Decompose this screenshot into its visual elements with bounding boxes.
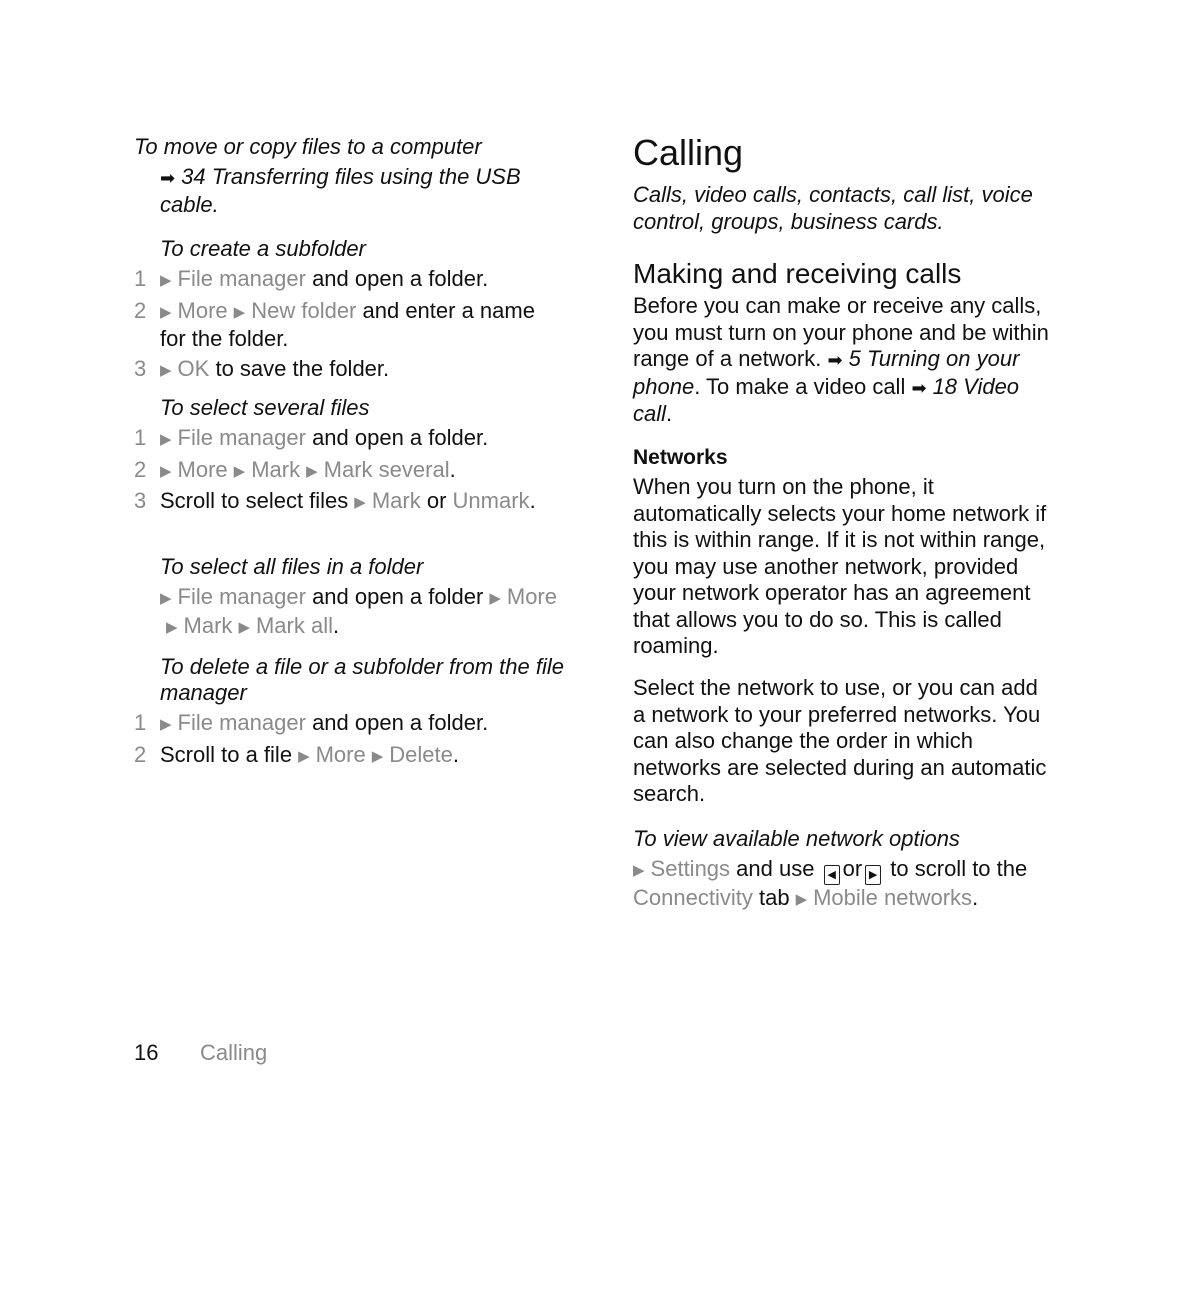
- select-all-heading: To select all files in a folder: [160, 554, 424, 579]
- several-heading: To select several files: [160, 395, 370, 420]
- delete-section: [134, 654, 564, 770]
- chapter-title: Calling: [633, 132, 744, 173]
- play-arrow-icon: ▶: [633, 862, 645, 879]
- play-arrow-icon: ▶: [160, 590, 172, 607]
- move-heading: To move or copy files to a computer: [134, 134, 482, 159]
- several-section: [134, 395, 564, 517]
- play-arrow-icon: ▶: [166, 618, 178, 636]
- subfolder-section: [134, 236, 564, 384]
- play-arrow-icon: ▶: [160, 272, 172, 289]
- list-item: 1 ▶ File manager and open a folder.: [134, 425, 564, 454]
- networks-paragraph: When you turn on the phone, it automatically selects your home network if this is within range. If it is not within range, you may use another network, provided your network operator has an agreement that allows you to do so. This is called roaming.: [633, 474, 1047, 658]
- section-heading: Making and receiving calls: [633, 258, 962, 289]
- list-item: 3 Scroll to select files ▶ Mark or Unmark.: [134, 488, 564, 517]
- select-all-section: [134, 554, 564, 641]
- play-arrow-icon: ▶: [160, 431, 172, 448]
- view-options-body: ▶ Settings and use ◀ or ▶ to scroll to the Connectivity tab ▶ Mobile networks.: [633, 856, 1053, 914]
- subfolder-heading: To create a subfolder: [160, 236, 366, 261]
- footer-section: Calling: [200, 1040, 268, 1065]
- move-reference: ➡ 34 Transferring files using the USB cable.: [160, 164, 521, 217]
- play-arrow-icon: ▶: [795, 891, 808, 908]
- networks-heading: Networks: [633, 446, 728, 469]
- play-arrow-icon: ▶: [306, 462, 318, 480]
- list-item: 2 ▶ More ▶ New folder and enter a name for the folder.: [134, 297, 535, 351]
- play-arrow-icon: ▶: [238, 618, 250, 636]
- page-number: 16: [134, 1040, 159, 1065]
- delete-heading: To delete a file or a subfolder from the file manager: [160, 654, 564, 705]
- play-arrow-icon: ▶: [160, 303, 172, 321]
- view-options-heading: To view available network options: [633, 826, 960, 851]
- play-arrow-icon: ▶: [489, 590, 501, 607]
- list-item: 1 ▶ File manager and open a folder.: [134, 710, 564, 739]
- nav-left-key-icon: ◀: [824, 865, 840, 885]
- play-arrow-icon: ▶: [160, 716, 172, 733]
- play-arrow-icon: ▶: [298, 747, 310, 765]
- move-section: [134, 134, 564, 218]
- list-item: 1 ▶ File manager and open a folder.: [134, 266, 564, 295]
- page-footer: [134, 1040, 267, 1066]
- play-arrow-icon: ▶: [233, 303, 246, 321]
- arrow-right-icon: ➡: [160, 168, 176, 188]
- play-arrow-icon: ▶: [371, 747, 384, 765]
- making-calls-paragraph: Before you can make or receive any calls, you must turn on your phone and be within range of a network. ➡ 5 Turning on your phone. To make a video call ➡ 18 Video call.: [633, 293, 1049, 426]
- list-item: 2 Scroll to a file ▶ More ▶ Delete.: [134, 742, 564, 771]
- view-options-section: [633, 826, 1053, 914]
- list-item: 3 ▶ OK to save the folder.: [134, 356, 564, 385]
- play-arrow-icon: ▶: [354, 494, 366, 511]
- play-arrow-icon: ▶: [160, 462, 172, 480]
- play-arrow-icon: ▶: [233, 462, 246, 480]
- list-item: 2 ▶ More ▶ Mark ▶ Mark several.: [134, 457, 564, 486]
- select-all-body: ▶ File manager and open a folder ▶ More▶ Mark ▶ Mark all.: [134, 584, 564, 641]
- nav-right-key-icon: ▶: [865, 865, 881, 885]
- chapter-intro: Calls, video calls, contacts, call list, voice control, groups, business cards.: [633, 182, 1033, 234]
- arrow-right-icon: ➡: [827, 350, 843, 370]
- select-network-paragraph: Select the network to use, or you can add a network to your preferred networks. You can also change the order in which networks are selected during an automatic search.: [633, 675, 1047, 806]
- play-arrow-icon: ▶: [160, 361, 172, 379]
- arrow-right-icon: ➡: [911, 377, 927, 398]
